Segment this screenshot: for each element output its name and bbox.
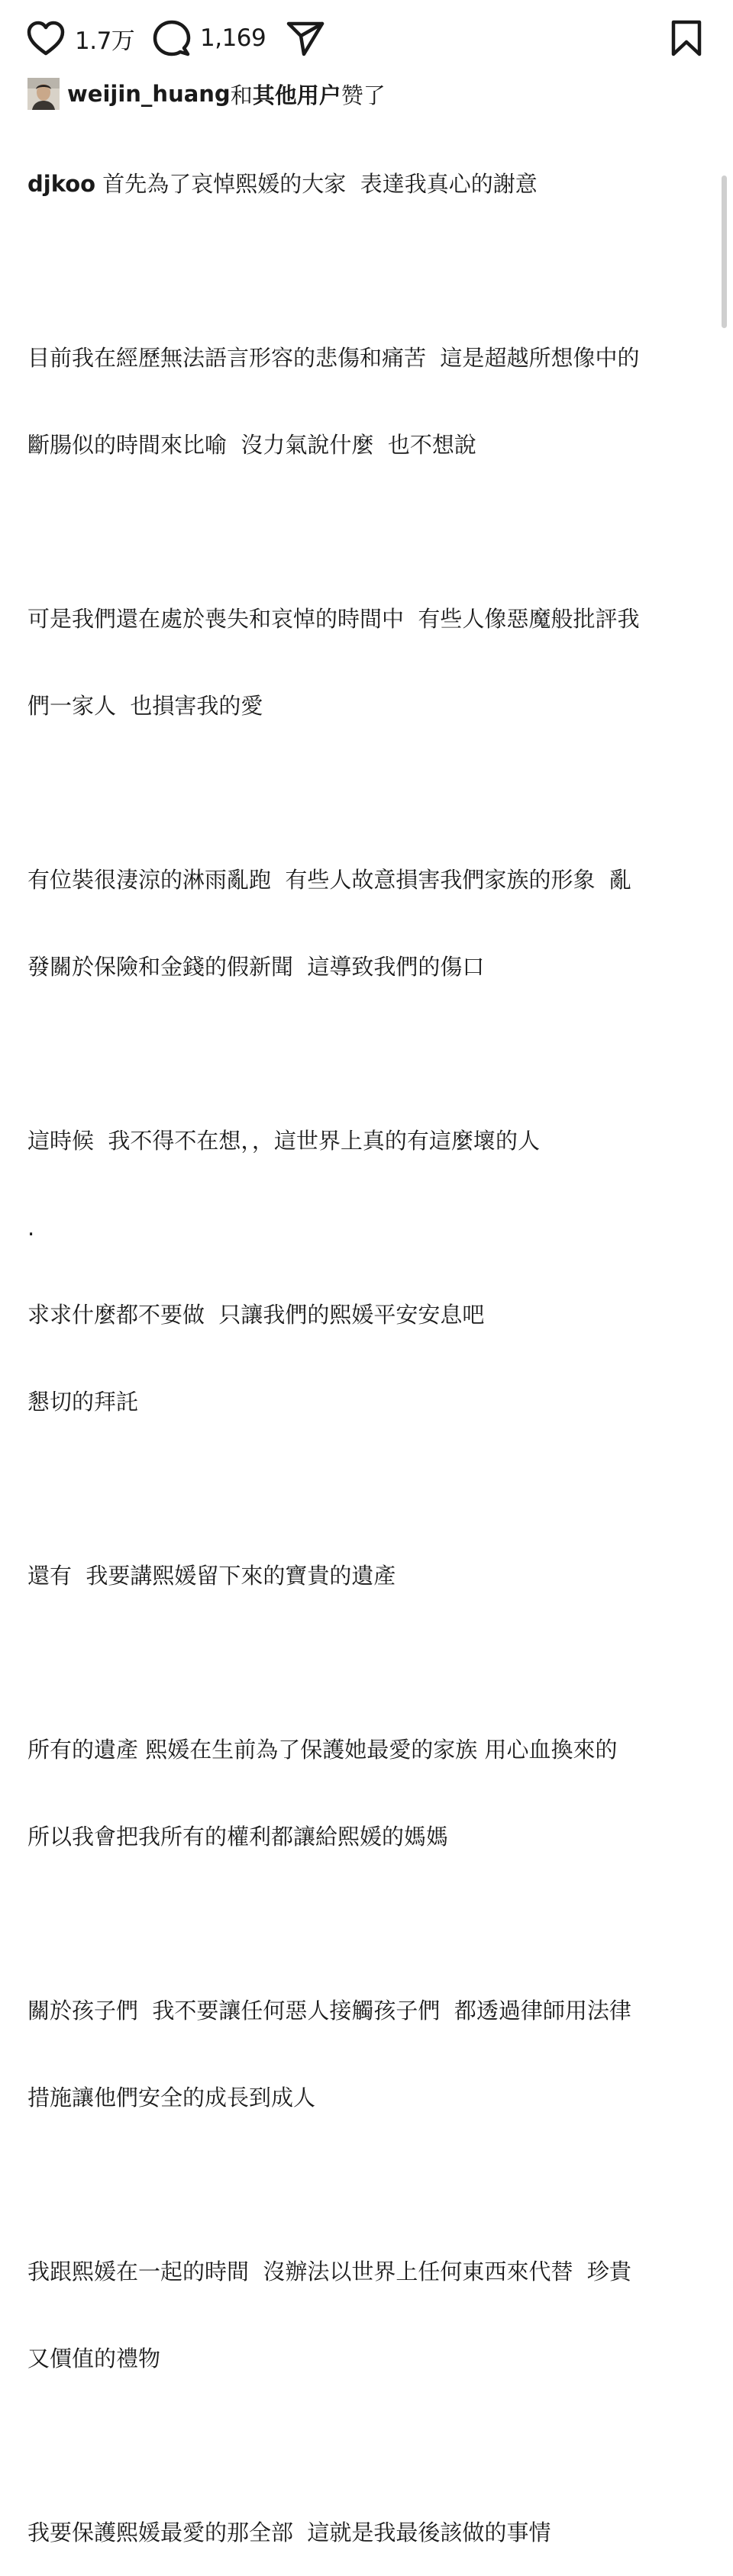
caption-line: 這時候 我不得不在想，，這世界上真的有這麼壞的人 [27,1128,540,1154]
caption-line [27,778,699,807]
caption-line [27,2431,699,2460]
avatar[interactable] [27,78,60,110]
caption-line: 還有 我要講熙媛留下來的寶貴的遺產 [27,1563,396,1589]
caption-line: 措施讓他們安全的成長到成人 [27,2085,316,2111]
caption-line: 發關於保險和金錢的假新聞 這導致我們的傷口 [27,954,485,980]
caption-username[interactable]: djkoo [27,171,96,197]
caption-line: 懇切的拜託 [27,1389,139,1415]
caption-line [27,1039,699,1068]
send-icon[interactable] [286,19,325,57]
caption-line [27,1909,699,1938]
caption-line [27,517,699,546]
liked-connector: 和 [230,82,253,108]
caption-line [27,1648,699,1677]
liked-by-row [27,76,386,111]
share-button[interactable] [286,14,325,63]
caption-line: 所以我會把我所有的權利都讓給熙媛的媽媽 [27,1824,449,1850]
post-action-bar [0,14,733,63]
caption-line: 們一家人 也損害我的愛 [27,693,263,719]
caption-line: 目前我在經歷無法語言形容的悲傷和痛苦 這是超越所想像中的 [27,345,640,371]
caption-line: 求求什麼都不要做 只讓我們的熙媛平安安息吧 [27,1302,485,1328]
caption-line: 關於孩子們 我不要讓任何惡人接觸孩子們 都透過律師用法律 [27,1998,631,2024]
caption-line [27,2170,699,2199]
caption-line: djkoo 首先為了哀悼熙媛的大家 表達我真心的謝意 [27,171,538,197]
caption-line: 可是我們還在處於喪失和哀悼的時間中 有些人像惡魔般批評我 [27,606,640,632]
bookmark-icon[interactable] [669,19,704,57]
caption-line [27,256,699,285]
heart-icon[interactable] [26,20,66,56]
caption-line: 所有的遺產 熙媛在生前為了保護她最愛的家族 用心血換來的 [27,1737,618,1763]
scrollbar[interactable] [722,175,727,328]
caption-line: . [27,1215,35,1241]
like-button[interactable] [26,14,134,63]
caption-line: 我要保護熙媛最愛的那全部 這就是我最後該做的事情 [27,2520,551,2545]
comment-button[interactable] [153,14,266,63]
liker-username[interactable]: weijin_huang [67,81,231,107]
caption-line [27,1474,699,1503]
caption-line: 斷腸似的時間來比喻 沒力氣說什麼 也不想說 [27,432,476,458]
caption-line: 我跟熙媛在一起的時間 沒辦法以世界上任何東西來代替 珍貴 [27,2259,631,2285]
likes-count[interactable]: 1.7万 [75,27,135,55]
post-caption [27,111,699,2576]
liked-suffix: 赞了 [341,82,386,108]
caption-line: 又價值的禮物 [27,2346,161,2372]
other-likers-link[interactable]: 其他用户 [252,82,341,108]
caption-line: 有位裝很淒涼的淋雨亂跑 有些人故意損害我們家族的形象 亂 [27,867,631,893]
comments-count[interactable]: 1,169 [200,24,266,52]
save-button[interactable] [669,14,704,63]
comment-icon[interactable] [153,19,191,57]
